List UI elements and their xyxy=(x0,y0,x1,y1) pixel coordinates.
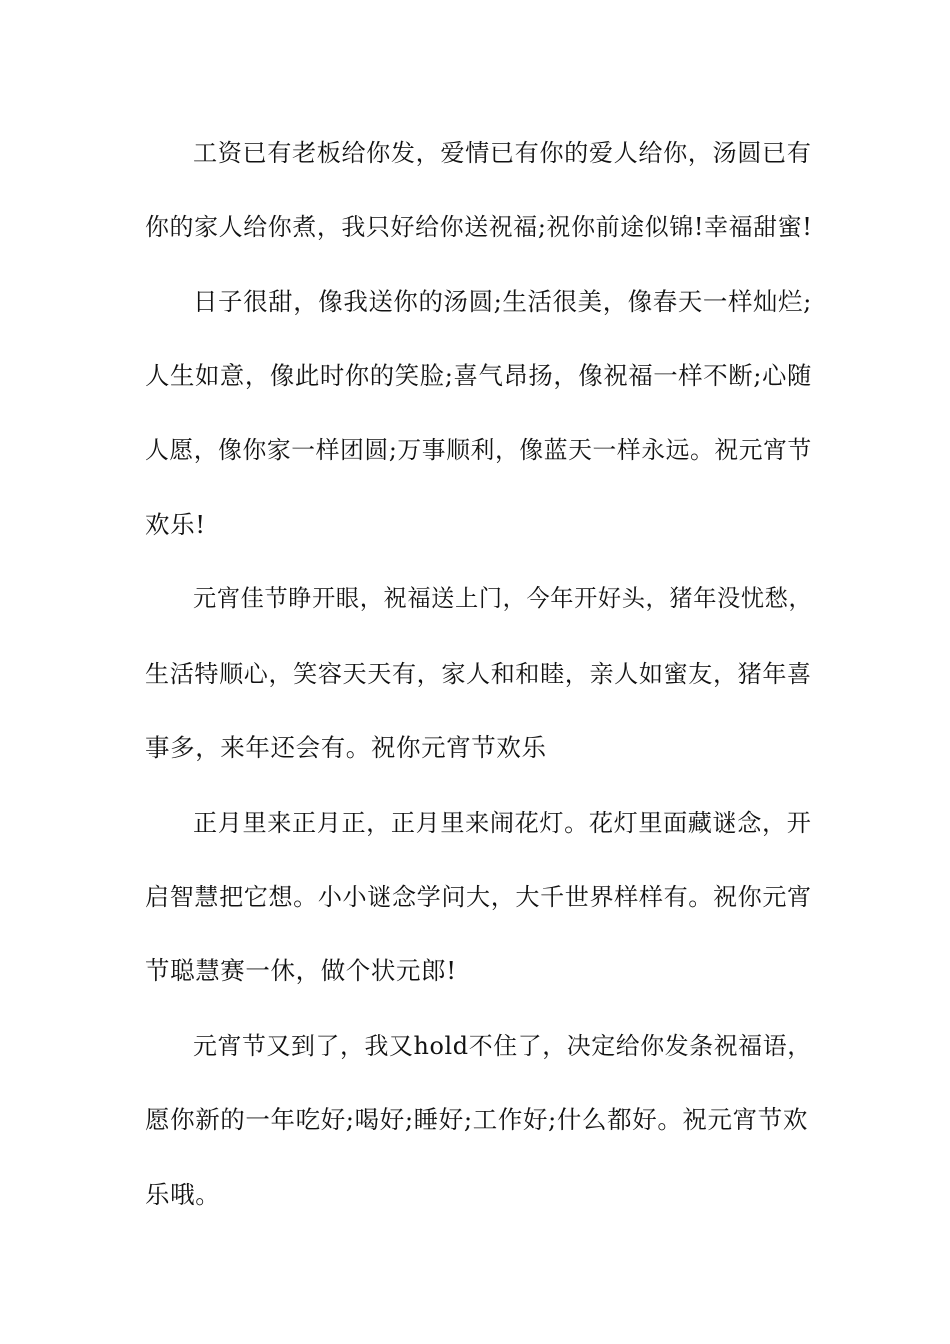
paragraph-1-line-2: 你的家人给你煮，我只好给你送祝福;祝你前途似锦!幸福甜蜜! xyxy=(145,213,813,241)
paragraph-2-line-3: 人愿，像你家一样团圆;万事顺利，像蓝天一样永远。祝元宵节 xyxy=(145,436,812,464)
paragraph-3-line-3: 事多，来年还会有。祝你元宵节欢乐 xyxy=(145,733,547,762)
paragraph-5-line-2: 愿你新的一年吃好;喝好;睡好;工作好;什么都好。祝元宵节欢 xyxy=(145,1105,808,1134)
paragraph-4-line-1: 正月里来正月正，正月里来闹花灯。花灯里面藏谜念，开 xyxy=(193,809,812,837)
paragraph-2-line-2: 人生如意，像此时你的笑脸;喜气昂扬，像祝福一样不断;心随 xyxy=(145,361,812,390)
paragraph-1-line-1: 工资已有老板给你发，爱情已有你的爱人给你，汤圆已有 xyxy=(193,139,812,167)
paragraph-3-line-1: 元宵佳节睁开眼，祝福送上门，今年开好头，猪年没忧愁， xyxy=(193,585,813,612)
paragraph-4-line-2: 启智慧把它想。小小谜念学问大，大千世界样样有。祝你元宵 xyxy=(145,883,812,911)
paragraph-2-line-4: 欢乐! xyxy=(145,510,206,539)
paragraph-2-line-1: 日子很甜，像我送你的汤圆;生活很美，像春天一样灿烂; xyxy=(193,287,812,316)
paragraph-3-line-2: 生活特顺心，笑容天天有，家人和和睦，亲人如蜜友，猪年喜 xyxy=(145,660,812,688)
paragraph-5-line-1: 元宵节又到了，我又hold不住了，决定给你发条祝福语， xyxy=(193,1032,812,1060)
paragraph-4-line-3: 节聪慧赛一休，做个状元郎! xyxy=(145,956,457,985)
paragraph-5-line-3: 乐哦。 xyxy=(145,1180,221,1209)
